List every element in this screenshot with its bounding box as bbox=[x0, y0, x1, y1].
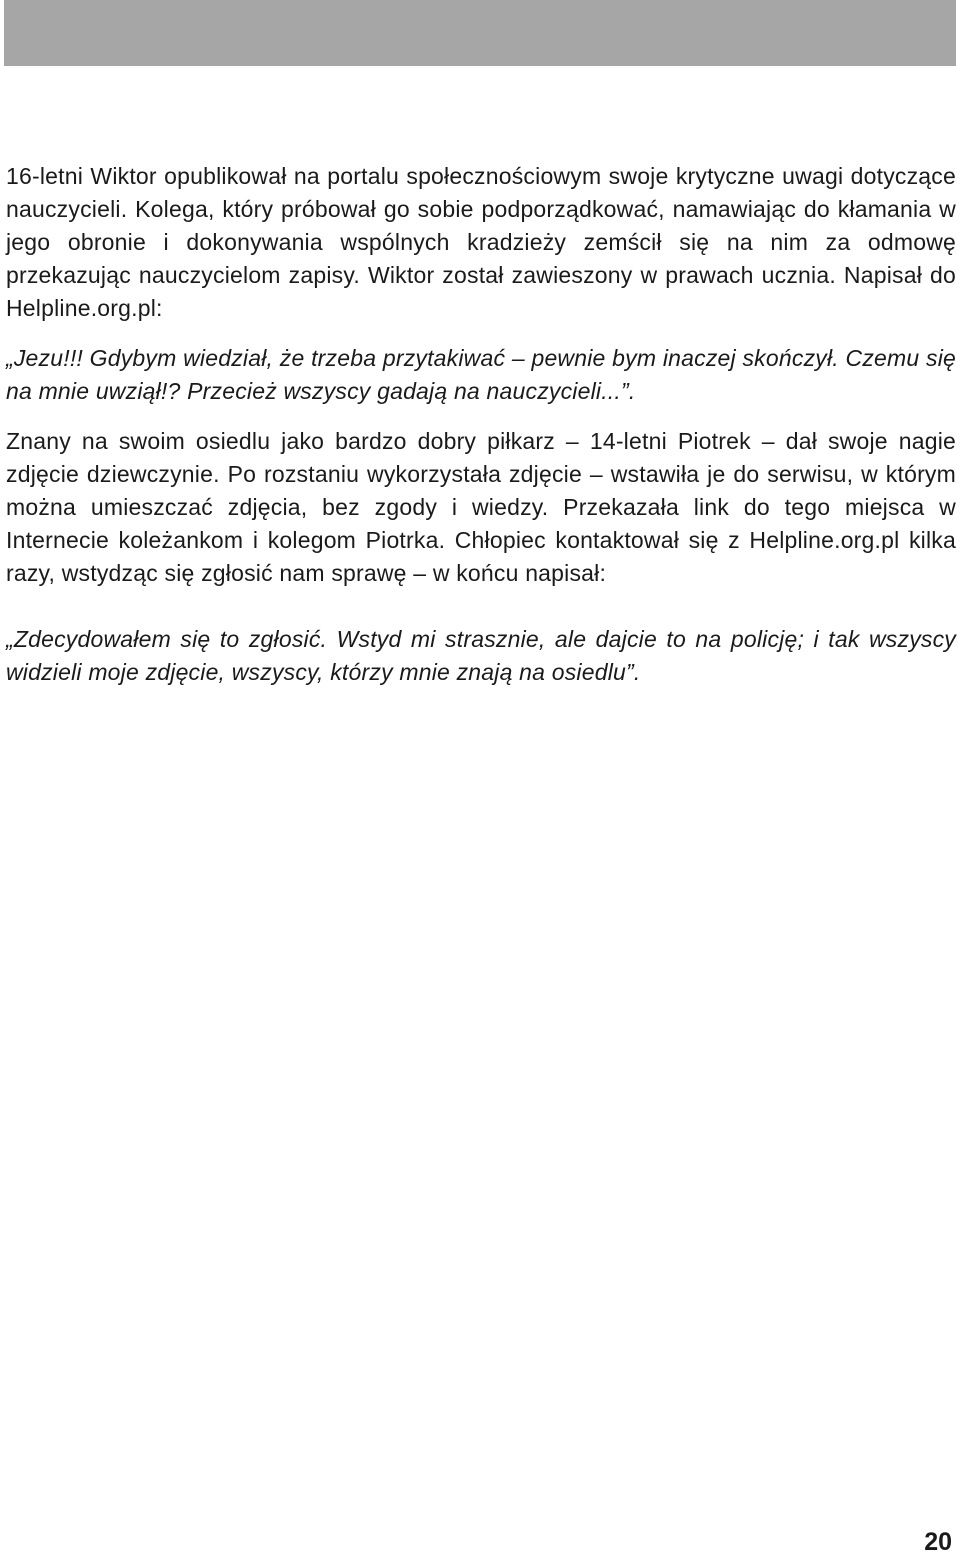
quote-wiktor: „Jezu!!! Gdybym wiedział, że trzeba przytakiwać – pewnie bym inaczej skończył. Czemu się na mnie uwziął!? Przecież wszyscy gadają na nauczycieli...”. bbox=[6, 345, 956, 404]
page-number: 20 bbox=[924, 1528, 952, 1556]
paragraph-wiktor: 16-letni Wiktor opublikował na portalu społecznościowym swoje krytyczne uwagi dotyczące nauczycieli. Kolega, który próbował go sobie podporządkować, namawiając do kłamania w jego obronie i dokonywania wspólnych kradzieży zemścił się na nim za odmowę przekazując nauczycielom zapisy. Wiktor został zawieszony w prawach ucznia. Napisał do Helpline.org.pl: bbox=[6, 163, 956, 321]
quote-piotrek: „Zdecydowałem się to zgłosić. Wstyd mi strasznie, ale dajcie to na policję; i tak wszyscy widzieli moje zdjęcie, wszyscy, którzy mnie znają na osiedlu”. bbox=[6, 626, 956, 685]
header-bar bbox=[4, 0, 956, 66]
paragraph-piotrek: Znany na swoim osiedlu jako bardzo dobry piłkarz – 14-letni Piotrek – dał swoje nagie zdjęcie dziewczynie. Po rozstaniu wykorzystała zdjęcie – wstawiła je do serwisu, w którym można umieszczać zdjęcia, bez zgody i wiedzy. Przekazała link do tego miejsca w Internecie koleżankom i kolegom Piotrka. Chłopiec kontaktował się z Helpline.org.pl kilka razy, wstydząc się zgłosić nam sprawę – w końcu napisał: bbox=[6, 428, 956, 586]
article-body bbox=[6, 160, 956, 689]
